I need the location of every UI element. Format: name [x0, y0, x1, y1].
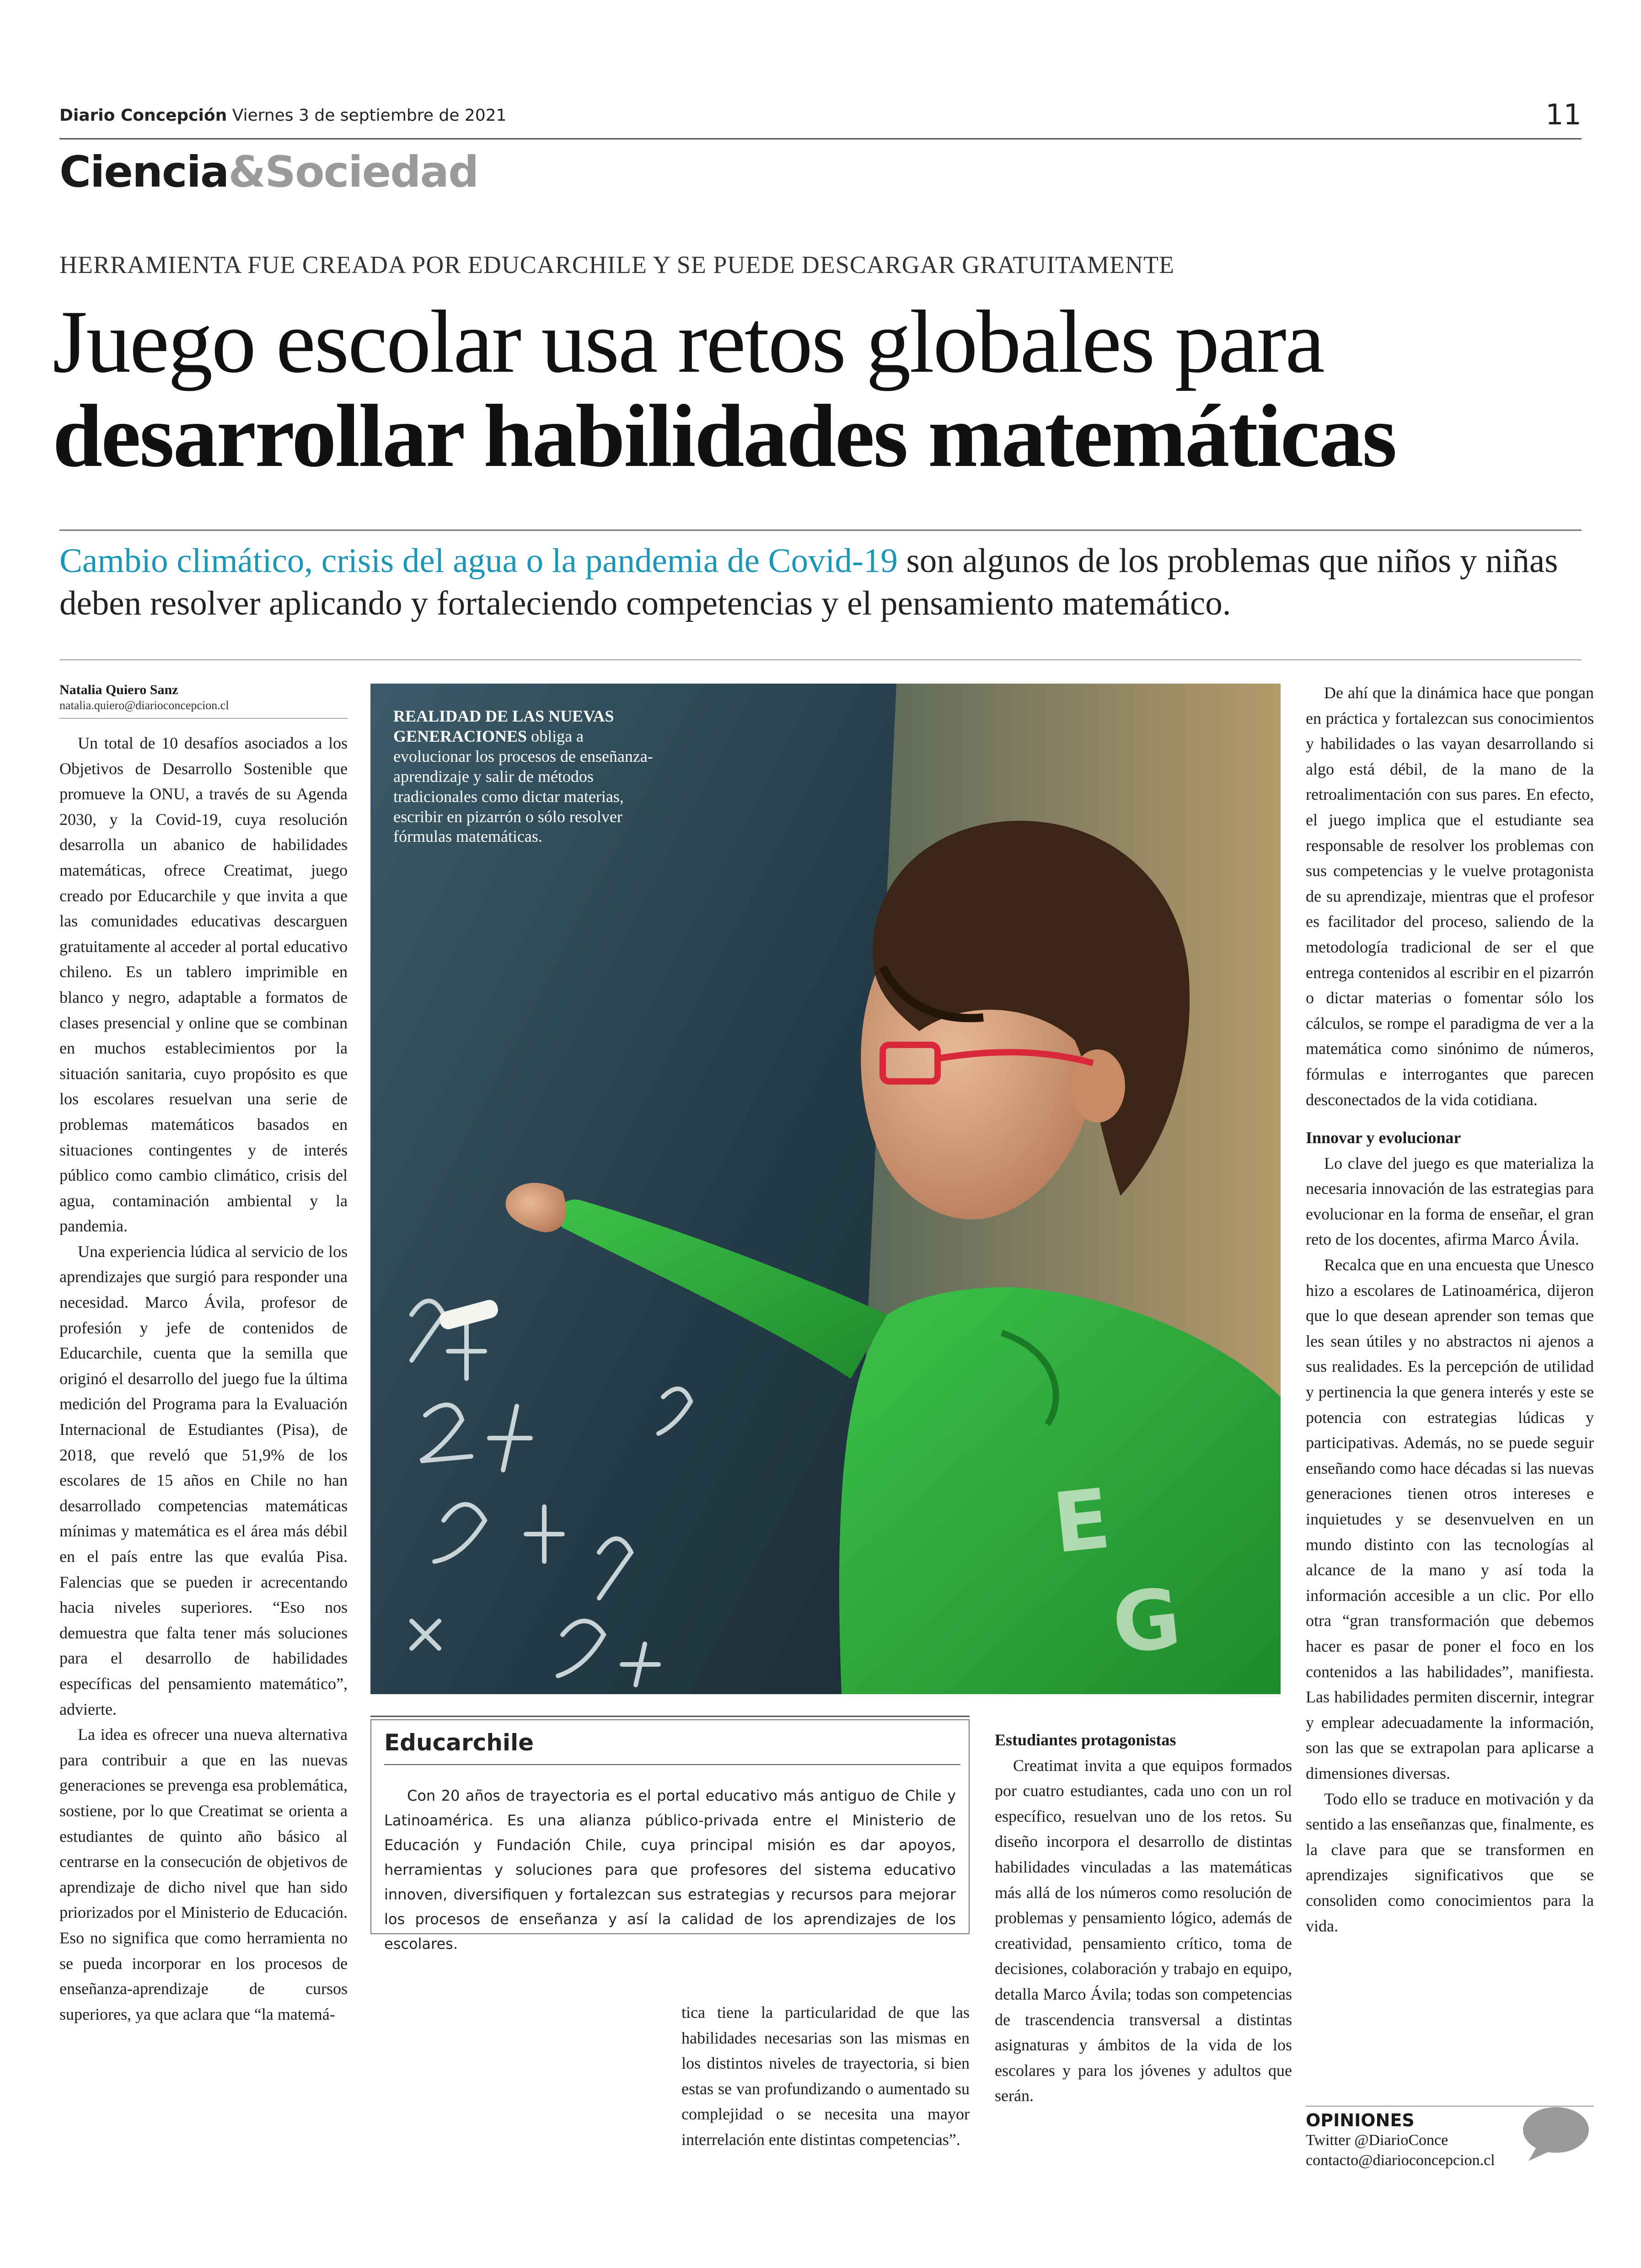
box-text: Con 20 años de trayectoria es el portal educativo más antiguo de Chile y Latinoamérica. Es una alianza público-privada entre el Ministerio de Educación y Fundación Chile, cuya principal misión es dar apoyos, herramientas y soluciones para que profesores del sistema educativo innoven, diversifiquen y fortalezcan sus estrategias y recursos para mejorar los procesos de enseñanza y así la calidad de los aprendizajes de los escolares.: [384, 1787, 956, 1952]
svg-text:E: E: [1048, 1471, 1115, 1572]
author-name: Natalia Quiero Sanz: [59, 682, 178, 697]
top-rule: [59, 138, 1582, 139]
deck-text: son algunos de los problemas que niños y niñas deben resolver aplicando y fortaleciendo competencias y el pensamiento matemático.: [59, 542, 1558, 622]
paragraph: Recalca que en una encuesta que Unesco hizo a escolares de Latinoamérica, dijeron que lo que desean aprender son temas que les sean útiles y no abstractos ni ajenos a sus realidades. Es la percepción de utilidad y pertinencia la que genera interés y este se potencia con estrategias lúdicas y participativas. Además, no se puede seguir enseñando como hace décadas si las nuevas generaciones tienen otros intereses e inquietudes y se desenvuelven en un mundo distinto con las tecnologías al alcance de la mano y así toda la información accesible a un clic. Por ello otra “gran transformación que debemos hacer es pasar de poner el foco en los contenidos a las habilidades”, manifiesta. Las habilidades permiten discernir, integrar y emplear adecuadamente la información, son las que se extrapolan para aplicarse a dimensiones diversas.: [1306, 1256, 1594, 1782]
kicker: HERRAMIENTA FUE CREADA POR EDUCARCHILE Y SE PUEDE DESCARGAR GRATUITAMENTE: [59, 251, 1174, 278]
photo-caption: [393, 706, 659, 847]
opinions-twitter[interactable]: Twitter @DiarioConce: [1306, 2132, 1448, 2149]
subhead-estudiantes: Estudiantes protagonistas: [995, 1731, 1176, 1749]
issue-date: Viernes 3 de septiembre de 2021: [232, 106, 507, 125]
deck-highlight: Cambio climático, crisis del agua o la pandemia de Covid-19: [59, 542, 898, 580]
paragraph: La idea es ofrecer una nueva alternativa para contribuir a que en las nuevas generaciones se prevenga esa problemática, sostiene, por lo que Creatimat se orienta a estudiantes de quinto año básico al centrarse en la consecución de objetivos de aprendizaje de dicho nivel que han sido priorizados por el Ministerio de Educación. Eso no significa que como herramienta no se pueda incorporar en los procesos de enseñanza-aprendizaje de cursos superiores, ya que aclara que “la matemá-: [59, 1725, 348, 2023]
paragraph: Un total de 10 desafíos asociados a los Objetivos de Desarrollo Sostenible que promueve la ONU, a través de su Agenda 2030, y la Covid-19, cuya resolución desarrolla un abanico de habilidades matemáticas, ofrece Creatimat, juego creado por Educarchile y que invita a que las comunidades educativas descarguen gratuitamente al acceder al portal educativo chileno. Es un tablero imprimible en blanco y negro, adaptable a formatos de clases presencial y online que se combinan en muchos establecimientos por la situación sanitaria, cuyo propósito es que los escolares resuelvan una serie de problemas matemáticos basados en situaciones contingentes y de interés público como cambio climático, crisis del agua, contaminación ambiental y la pandemia.: [59, 734, 348, 1236]
box-top-rule: [370, 1716, 970, 1717]
opinions-email[interactable]: contacto@diarioconcepcion.cl: [1306, 2152, 1495, 2169]
caption-lead: REALIDAD DE LAS NUEVAS GENERACIONES: [393, 707, 614, 745]
headline-line-2: desarrollar habilidades matemáticas: [53, 386, 1396, 486]
body-column-1: [59, 731, 348, 2027]
byline-rule: [59, 718, 348, 719]
section-name-a: Ciencia: [59, 147, 229, 197]
paragraph: Creatimat invita a que equipos formados por cuatro estudiantes, cada uno con un rol específico, resuelvan uno de los retos. Su diseño incorpora el desarrollo de distintas habilidades vinculadas a las matemáticas más allá de los números como resolución de problemas y pensamiento lógico, además de creatividad, pensamiento crítico, toma de decisiones, colaboración y trabajo en equipo, detalla Marco Ávila; todas son competencias de trascendencia transversal a distintas asignaturas y ámbitos de la vida de los escolares y para los jóvenes y adultos que serán.: [995, 1756, 1292, 2105]
speech-bubble-icon: [1518, 2103, 1592, 2165]
byline: [59, 682, 343, 712]
subhead-innovar: Innovar y evolucionar: [1306, 1129, 1461, 1147]
deck: [59, 540, 1582, 625]
deck-rule: [59, 659, 1582, 660]
paragraph: Lo clave del juego es que materializa la necesaria innovación de las estrategias para evolucionar en la forma de enseñar, el gran reto de los docentes, afirma Marco Ávila.: [1306, 1154, 1594, 1249]
section-title: [59, 147, 478, 197]
box-title-rule: [384, 1764, 960, 1765]
body-column-right: [1306, 680, 1594, 1939]
publication-name: Diario Concepción: [59, 106, 227, 125]
paragraph: De ahí que la dinámica hace que pongan en práctica y fortalezcan sus conocimientos y habilidades o las vayan desarrollando si algo está débil, de la mano de la retroalimentación con sus pares. En efecto, el juego implica que el estudiante sea responsable de resolver los problemas con sus competencias y le vuelve protagonista de su aprendizaje, mientras que el profesor es facilitador del proceso, saliendo de la metodología tradicional de ser el que entrega contenidos al escribir en el pizarrón o dictar materias o fomentar sólo los cálculos, se rompe el paradigma de ver a la matemática como sinónimo de números, fórmulas e interrogantes que parecen desconectados de la vida cotidiana.: [1306, 684, 1594, 1109]
box-title: Educarchile: [384, 1729, 534, 1756]
masthead: [59, 106, 506, 125]
headline: [53, 292, 1589, 486]
caption-text: obliga a evolucionar los procesos de enseñanza-aprendizaje y salir de métodos tradicionales como dictar materias, escribir en pizarrón o sólo resolver fórmulas matemáticas.: [393, 727, 653, 846]
page-number: 11: [1545, 98, 1582, 131]
body-column-3: [995, 1728, 1292, 2109]
headline-rule: [59, 530, 1582, 531]
paragraph: Todo ello se traduce en motivación y da sentido a las enseñanzas que, finalmente, es la clave para que se transformen en aprendizajes significativos que se consoliden como conocimientos para la vida.: [1306, 1789, 1594, 1935]
paragraph: Una experiencia lúdica al servicio de los aprendizajes que surgió para responder una necesidad. Marco Ávila, profesor de profesión y jefe de contenidos de Educarchile, cuenta que la semilla que originó el desarrollo del juego fue la última medición del Programa para la Evaluación Internacional de Estudiantes (Pisa), de 2018, que reveló que 51,9% de los escolares de 15 años en Chile no han desarrollado competencias matemáticas mínimas y matemática es el área más débil en el país entre las que evalúa Pisa. Falencias que se pueden ir acrecentando hacia niveles superiores. “Eso nos demuestra que falta tener más soluciones para el desarrollo de habilidades específicas del pensamiento matemático”, advierte.: [59, 1242, 348, 1718]
author-email[interactable]: natalia.quiero@diarioconcepcion.cl: [59, 699, 229, 712]
body-column-continuation: [681, 2000, 970, 2153]
headline-line-1: Juego escolar usa retos globales para: [53, 292, 1324, 391]
svg-text:G: G: [1108, 1570, 1185, 1673]
opinions-title: OPINIONES: [1306, 2110, 1415, 2130]
section-amp: &: [228, 147, 265, 197]
section-name-b: Sociedad: [265, 147, 478, 197]
paragraph: tica tiene la particularidad de que las habilidades necesarias son las mismas en los distintos niveles de trayectoria, si bien estas se van profundizando o aumentado su complejidad o se necesita una mayor interrelación ente distintas competencias”.: [681, 2003, 970, 2149]
